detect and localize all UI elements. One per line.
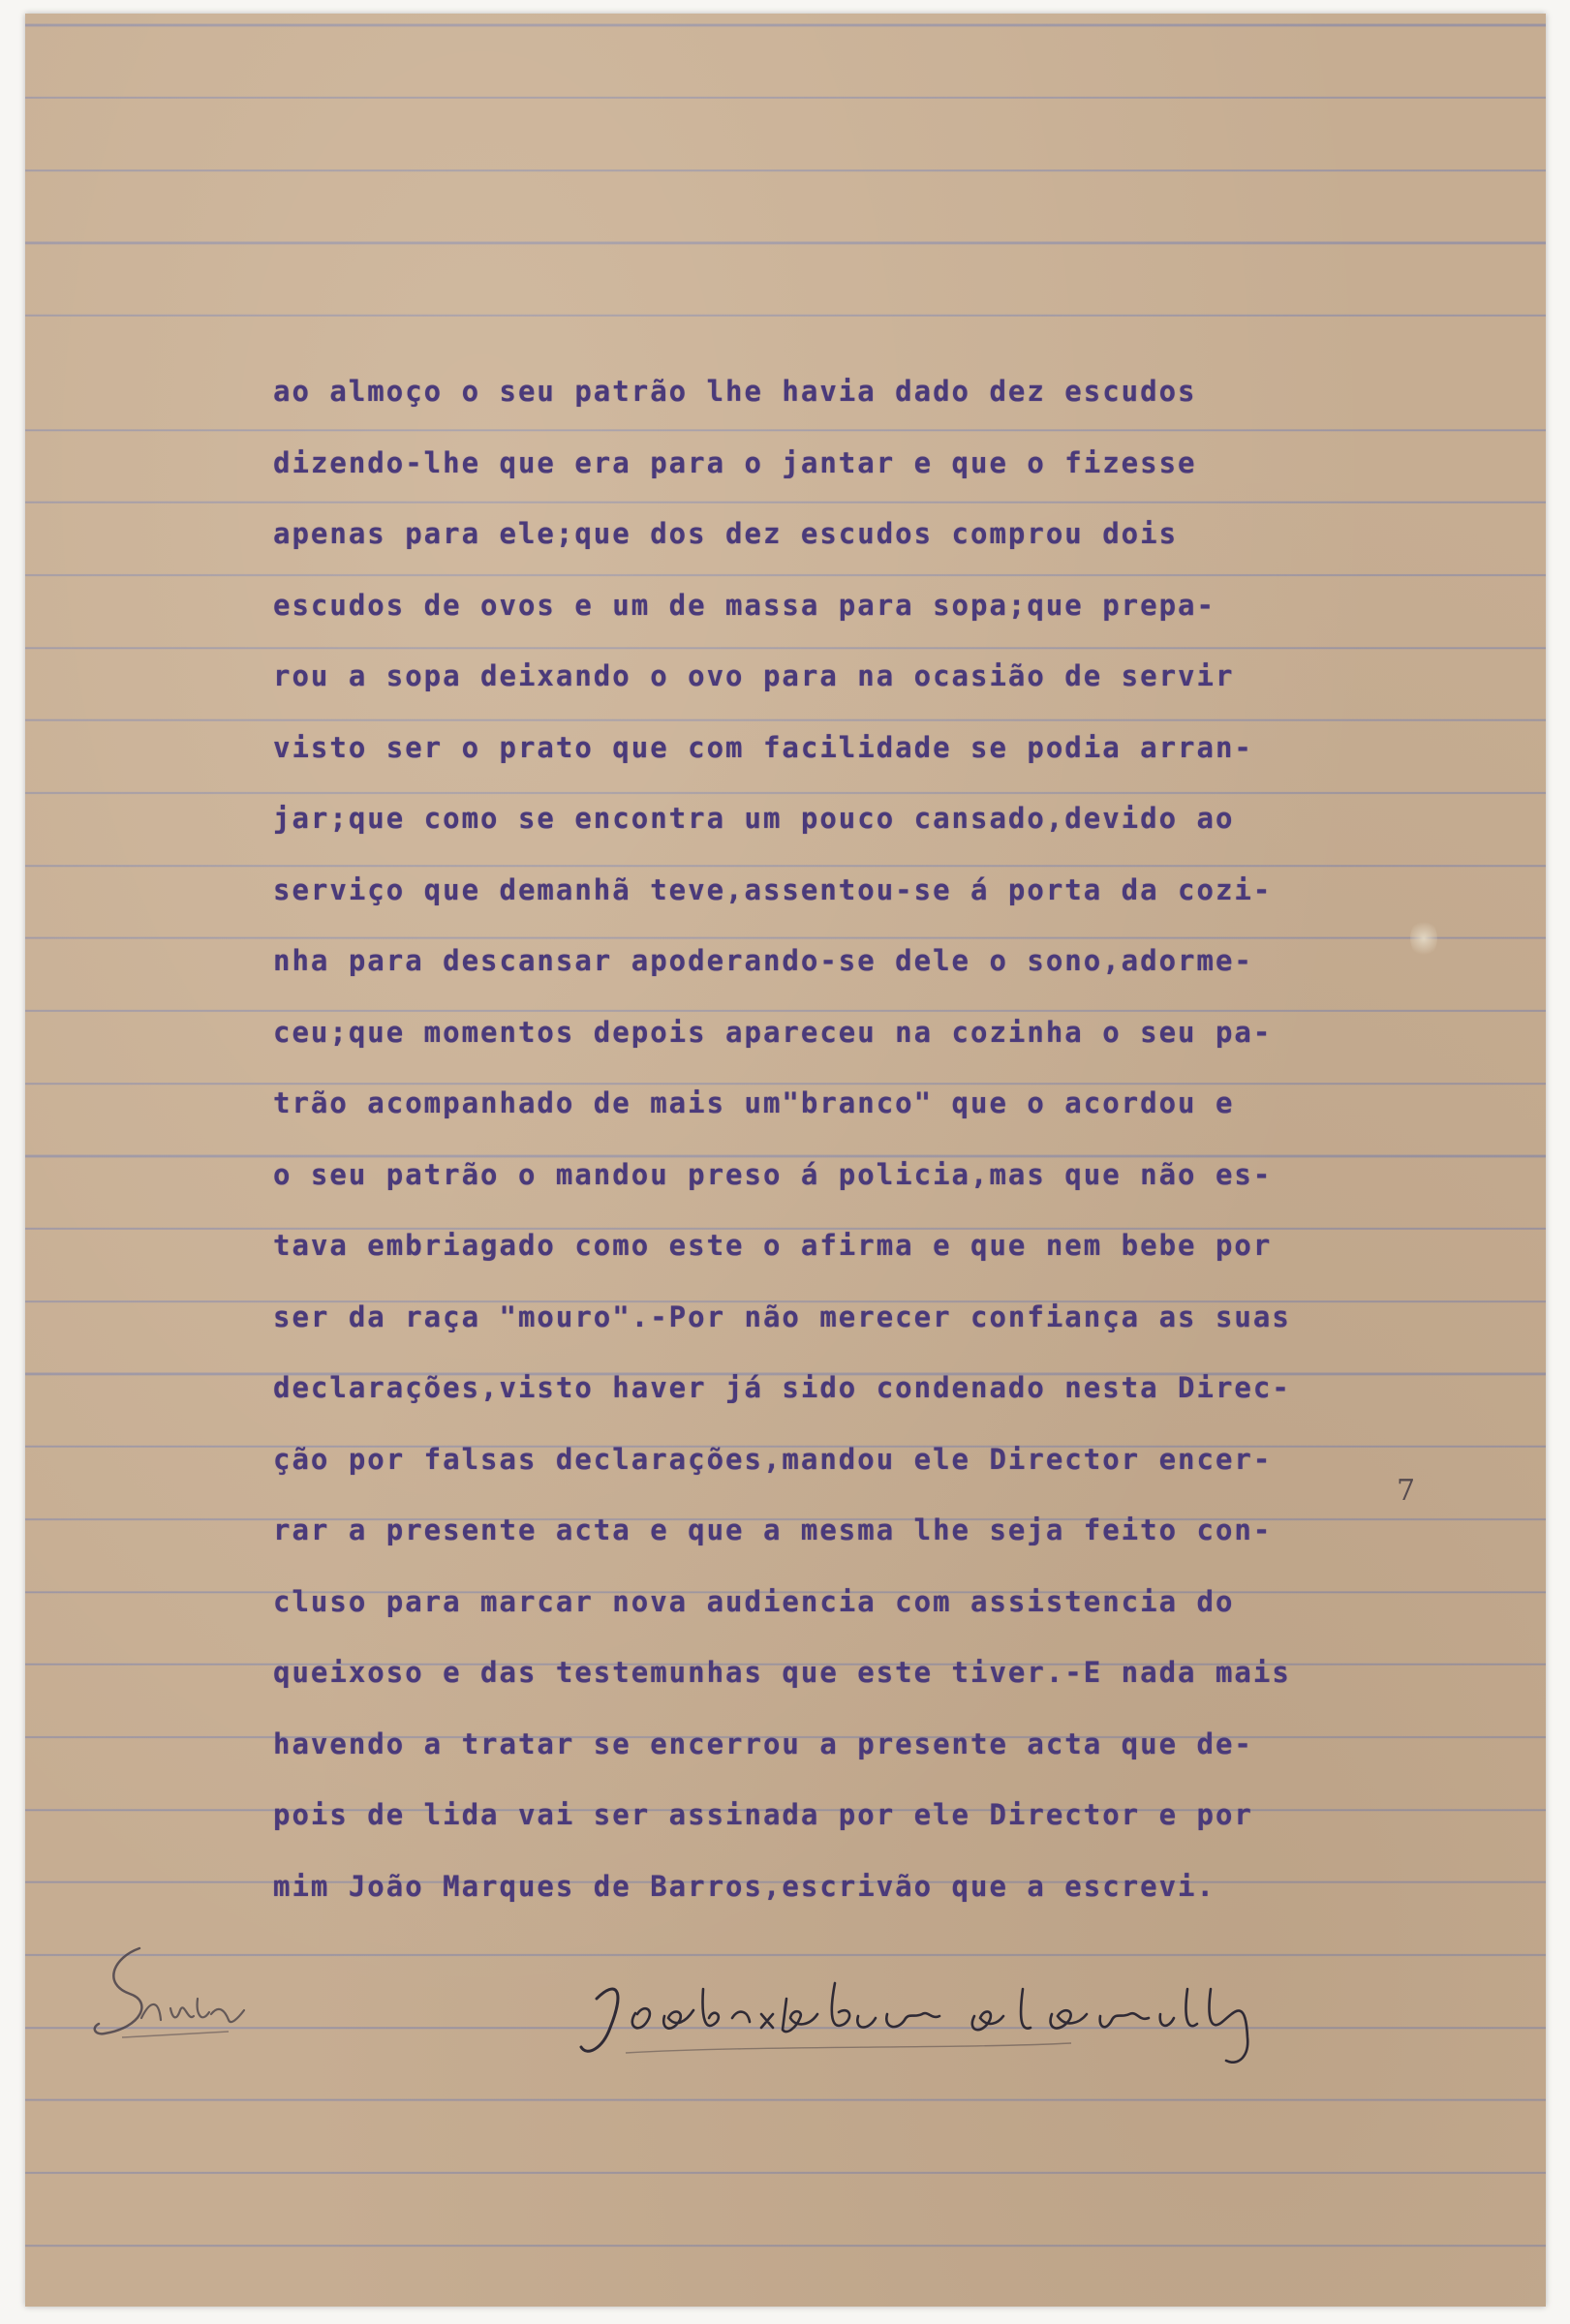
text-line: o seu patrão o mandou preso á policia,mas que não es- (273, 1157, 1273, 1191)
text-line: escudos de ovos e um de massa para sopa;que prepa- (273, 588, 1216, 622)
typewritten-text-block (273, 362, 1377, 1928)
handwritten-signature (568, 1960, 1333, 2076)
text-line: jar;que como se encontra um pouco cansado,devido ao (273, 802, 1235, 835)
text-line: ceu;que momentos depois apareceu na cozinha o seu pa- (273, 1015, 1273, 1049)
margin-mark: 7 (1397, 1474, 1416, 1508)
text-line: declarações,visto haver já sido condenado nesta Direc- (273, 1371, 1291, 1404)
margin-initials-signature (83, 1941, 267, 2047)
text-line: dizendo-lhe que era para o jantar e que o fizesse (273, 445, 1197, 479)
text-line: mim João Marques de Barros,escrivão que a escrevi. (273, 1869, 1216, 1903)
text-line: queixoso e das testemunhas que este tiver.-E nada mais (273, 1656, 1291, 1689)
text-line: havendo a tratar se encerrou a presente acta que de- (273, 1727, 1253, 1760)
text-line: tava embriagado como este o afirma e que nem bebe por (273, 1229, 1273, 1262)
ruled-paper-sheet (25, 14, 1546, 2307)
text-line: ser da raça "mouro".-Por não merecer confiança as suas (273, 1300, 1291, 1333)
text-line: ao almoço o seu patrão lhe havia dado dez escudos (273, 375, 1197, 408)
text-line: serviço que demanhã teve,assentou-se á porta da cozi- (273, 872, 1273, 906)
text-line: nha para descansar apoderando-se dele o sono,adorme- (273, 944, 1253, 977)
text-line: rou a sopa deixando o ovo para na ocasião de servir (273, 659, 1235, 692)
text-line: pois de lida vai ser assinada por ele Director e por (273, 1798, 1253, 1831)
text-line: cluso para marcar nova audiencia com assistencia do (273, 1584, 1235, 1618)
text-line: apenas para ele;que dos dez escudos comprou dois (273, 517, 1179, 550)
text-line: ção por falsas declarações,mandou ele Director encer- (273, 1442, 1273, 1476)
text-line: trão acompanhado de mais um"branco" que o acordou e (273, 1086, 1235, 1119)
paper-stain (1410, 919, 1437, 958)
text-line: rar a presente acta e que a mesma lhe seja feito con- (273, 1514, 1273, 1546)
text-line: visto ser o prato que com facilidade se podia arran- (273, 730, 1253, 764)
